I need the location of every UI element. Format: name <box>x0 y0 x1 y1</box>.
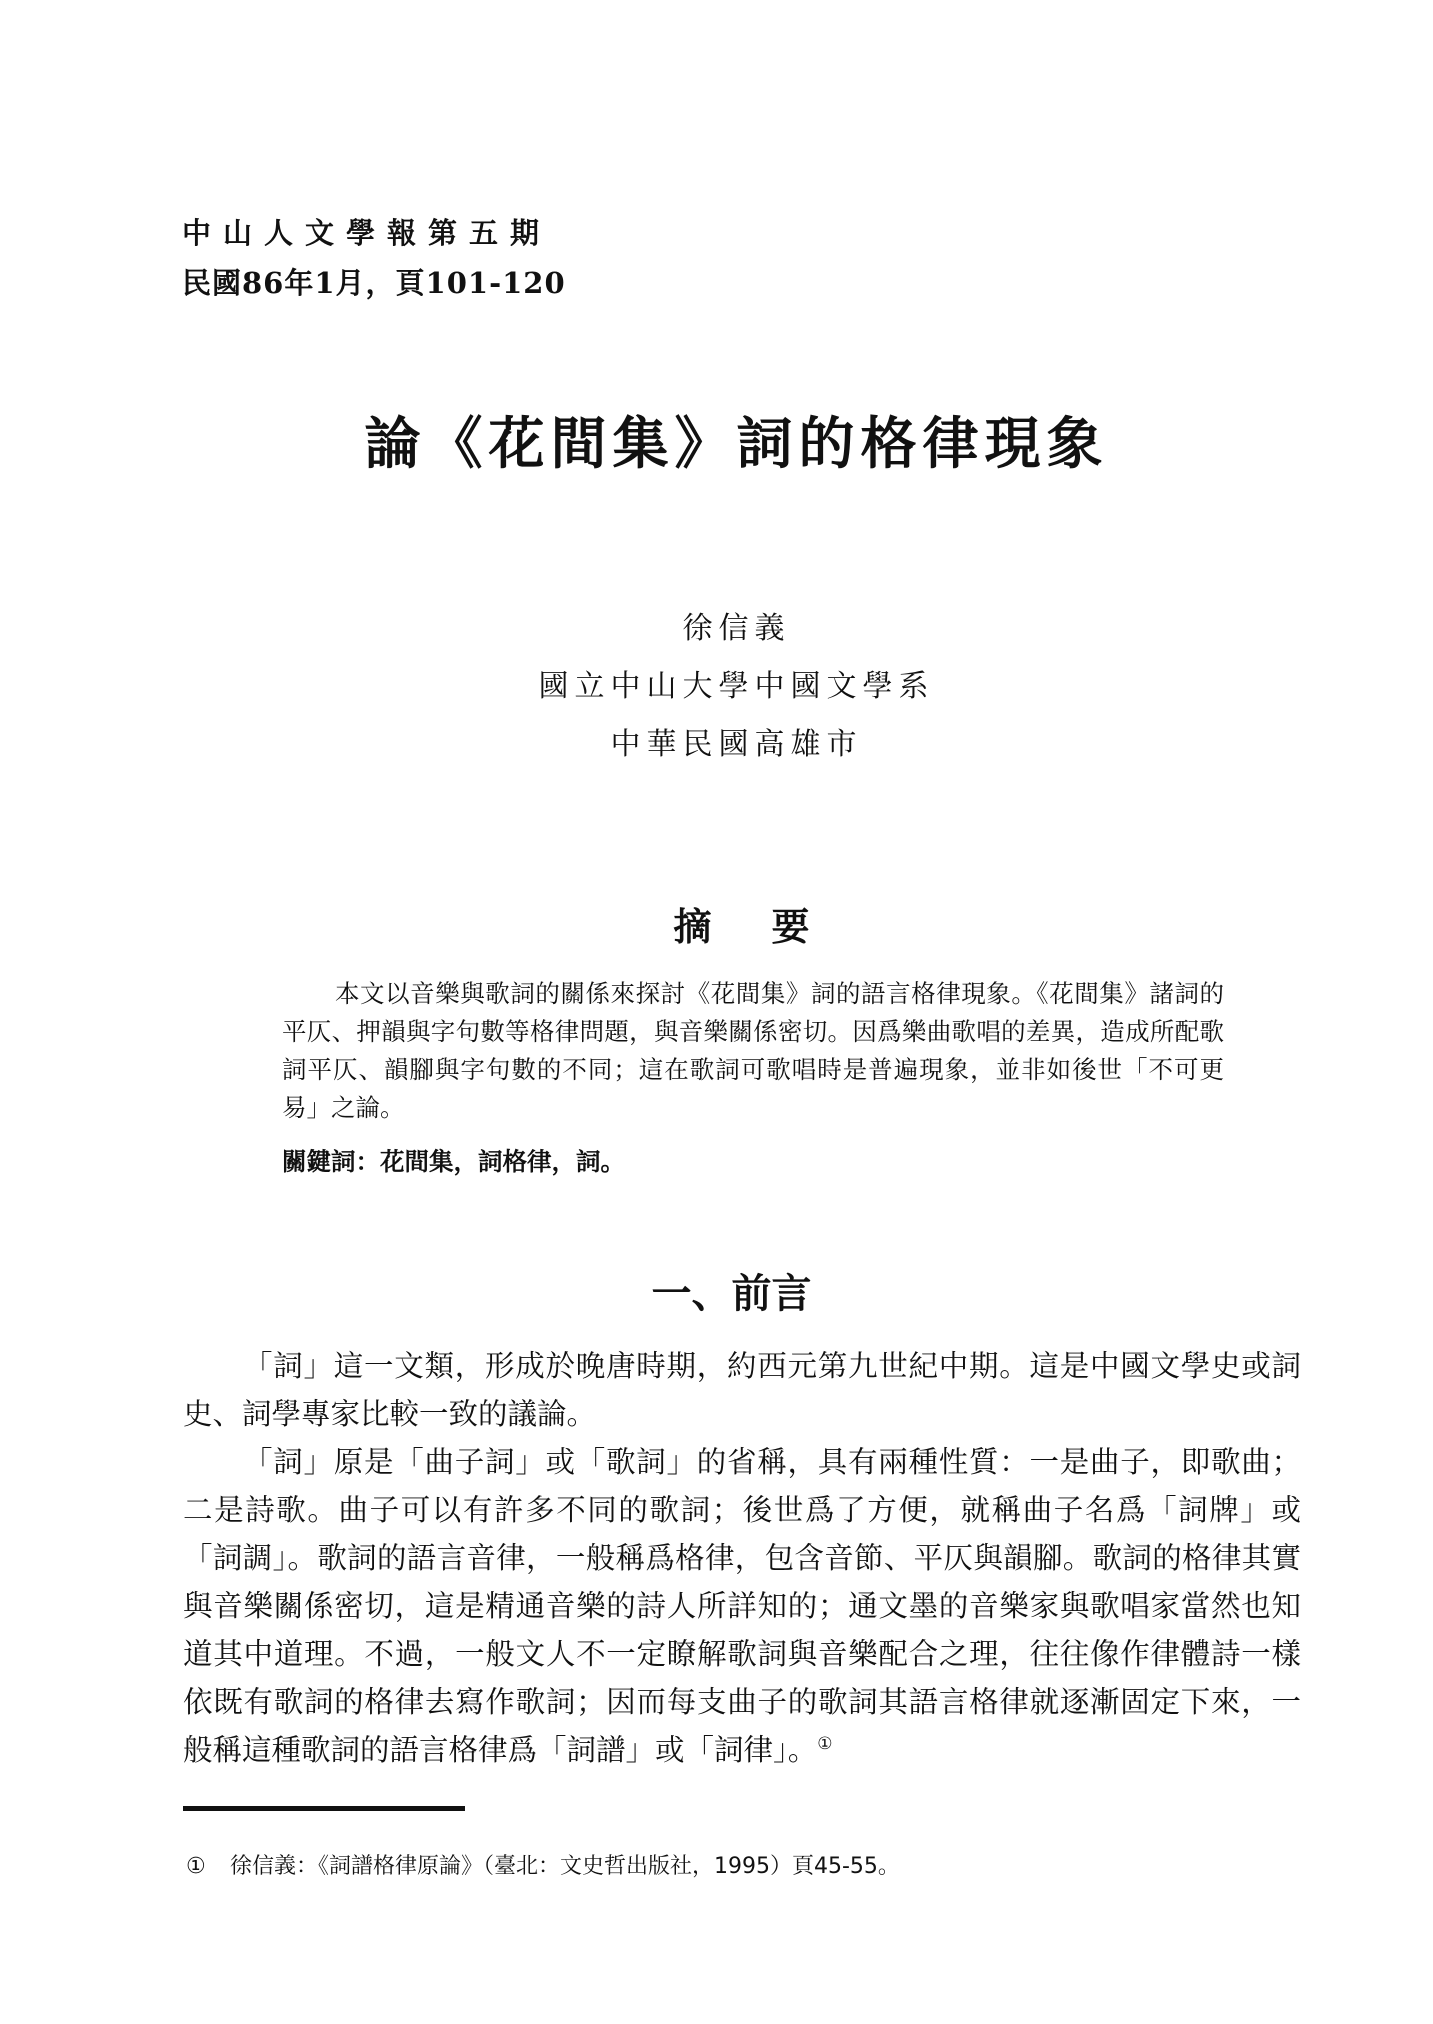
paper-title: 論《花間集》詞的格律現象 <box>364 411 1109 477</box>
author-affiliation: 國立中山大學中國文學系 <box>538 669 935 704</box>
introduction-body <box>183 1342 1301 1774</box>
footnote <box>186 1849 900 1880</box>
footnote-divider <box>183 1806 465 1811</box>
abstract-body <box>282 975 1224 1127</box>
keywords: 關鍵詞：花間集，詞格律，詞。 <box>282 1147 625 1176</box>
journal-info <box>182 208 566 308</box>
footnote-reference[interactable]: ① <box>817 1734 833 1755</box>
body-paragraph-1: 「詞」這一文類，形成於晚唐時期，約西元第九世紀中期。這是中國文學史或詞史、詞學專家比較一致的議論。 <box>183 1349 1301 1431</box>
body-paragraph-2 <box>183 1438 1301 1774</box>
abstract-heading: 摘要 <box>673 905 870 949</box>
author-block <box>0 600 1433 774</box>
journal-issue: 中山人文學報第五期 <box>182 216 552 250</box>
footnote-text: 徐信義：《詞譜格律原論》（臺北：文史哲出版社，1995）頁45-55。 <box>230 1854 900 1879</box>
abstract-text: 本文以音樂與歌詞的關係來探討《花間集》詞的語言格律現象。《花間集》諸詞的平仄、押韻與字句數等格律問題，與音樂關係密切。因爲樂曲歌唱的差異，造成所配歌詞平仄、韻腳與字句數的不同；這在歌詞可歌唱時是普遍現象，並非如後世「不可更易」之論。 <box>282 979 1224 1122</box>
section-heading-introduction: 一、前言 <box>651 1271 812 1317</box>
footnote-mark: ① <box>186 1854 206 1879</box>
author-name: 徐信義 <box>682 611 791 646</box>
body-paragraph-2-text: 「詞」原是「曲子詞」或「歌詞」的省稱，具有兩種性質：一是曲子，即歌曲；二是詩歌。曲子可以有許多不同的歌詞；後世爲了方便，就稱曲子名爲「詞牌」或「詞調」。歌詞的語言音律，一般稱爲格律，包含音節、平仄與韻腳。歌詞的格律其實與音樂關係密切，這是精通音樂的詩人所詳知的；通文墨的音樂家與歌唱家當然也知道其中道理。不過，一般文人不一定瞭解歌詞與音樂配合之理，往往像作律體詩一樣依既有歌詞的格律去寫作歌詞；因而每支曲子的歌詞其語言格律就逐漸固定下來，一般稱這種歌詞的語言格律爲「詞譜」或「詞律」。 <box>183 1445 1301 1767</box>
journal-date-pages: 民國86年1月，頁101-120 <box>182 266 566 300</box>
author-location: 中華民國高雄市 <box>610 727 863 762</box>
